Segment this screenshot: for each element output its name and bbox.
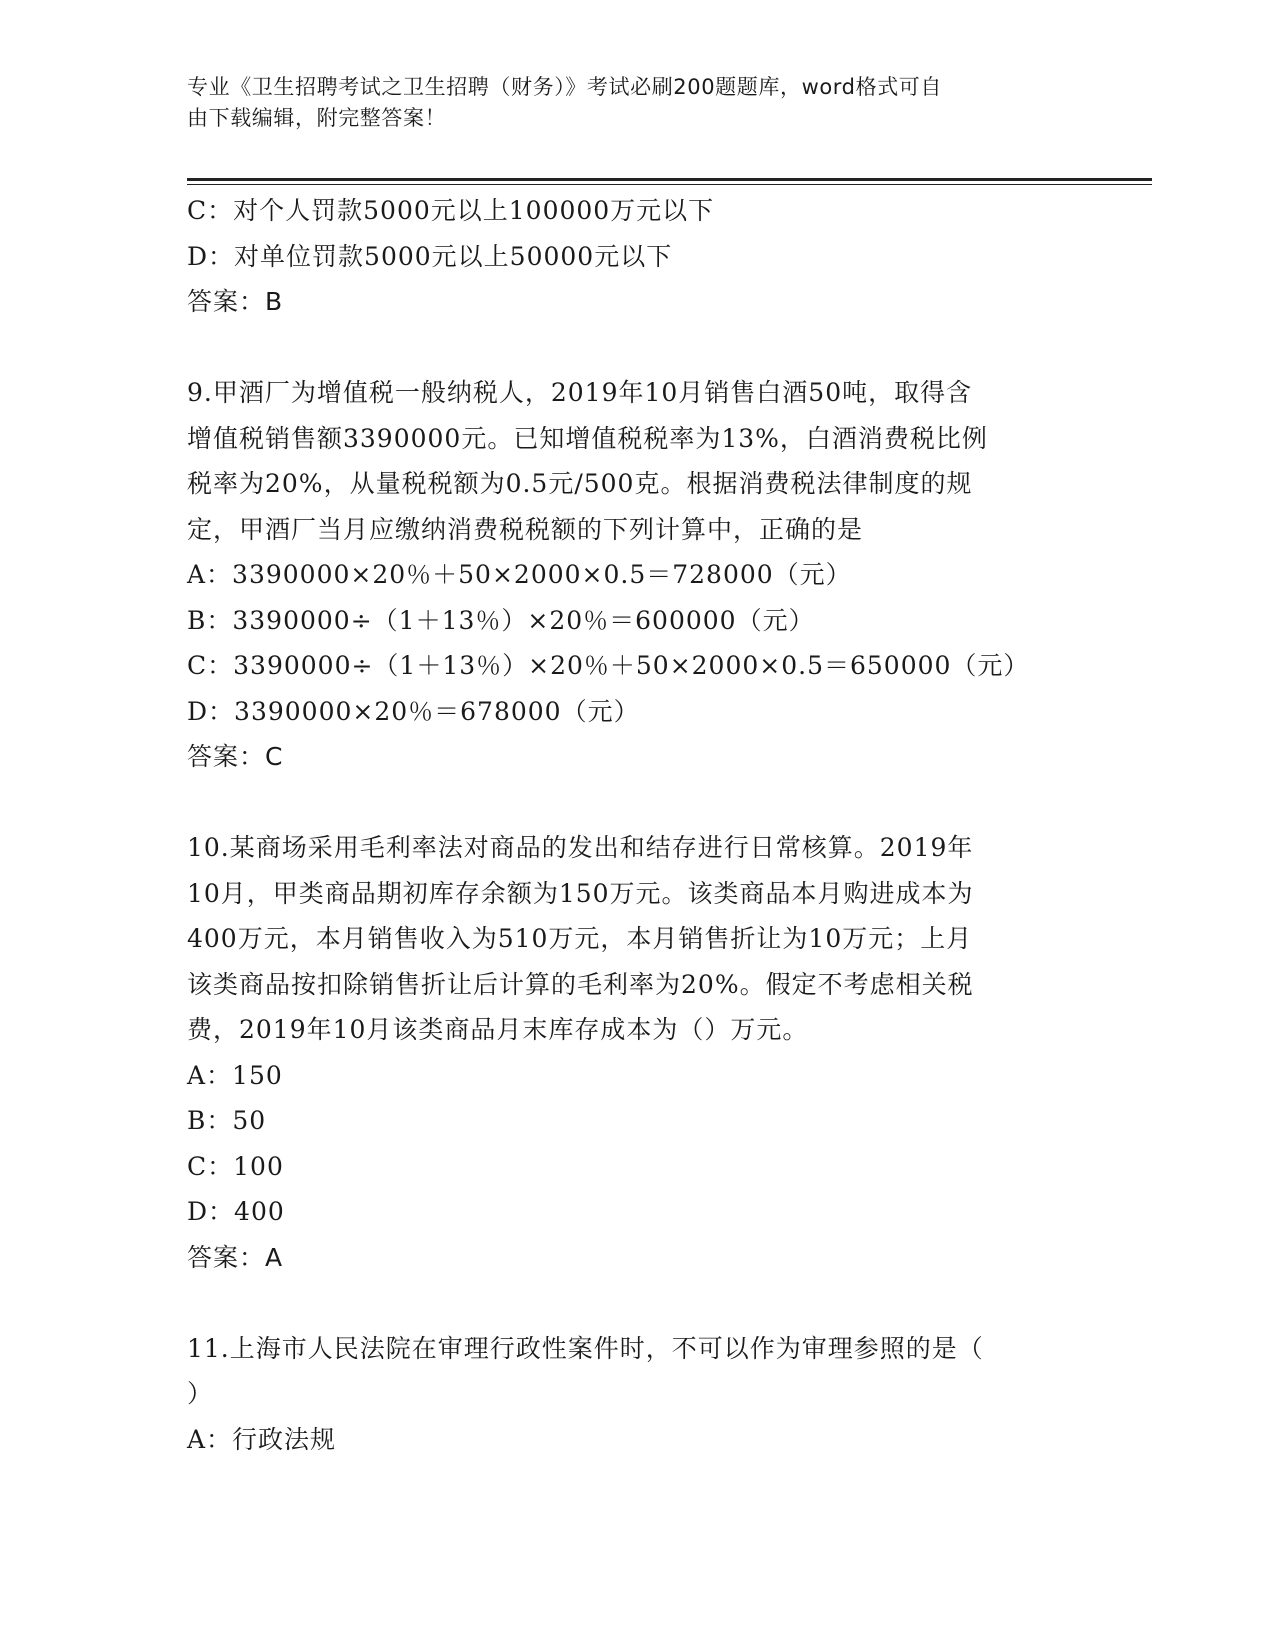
- answer-line: 答案：A: [187, 1242, 284, 1272]
- option-c: C：对个人罚款5000元以上100000万元以下: [187, 196, 715, 225]
- question-stem-line: 定，甲酒厂当月应缴纳消费税税额的下列计算中，正确的是: [187, 514, 864, 544]
- spacer: [187, 1280, 1087, 1326]
- header-line-2: 由下载编辑，附完整答案！: [187, 106, 447, 130]
- question-8-tail: [187, 188, 1087, 325]
- option-a: A：3390000×20％＋50×2000×0.5＝728000（元）: [187, 560, 852, 589]
- question-stem-line: ）: [187, 1379, 214, 1408]
- option-d: D：3390000×20％＝678000（元）: [187, 696, 640, 726]
- header-rule-thin: [187, 184, 1152, 185]
- answer-line: 答案：B: [187, 287, 284, 316]
- option-b: B：3390000÷（1＋13％）×20％＝600000（元）: [187, 605, 815, 635]
- question-stem-line: 税率为20%，从量税税额为0.5元/500克。根据消费税法律制度的规: [187, 469, 973, 498]
- question-stem-line: 400万元，本月销售收入为510万元，本月销售折让为10万元；上月: [187, 924, 973, 953]
- document-body: [187, 188, 1087, 1462]
- option-c: C：3390000÷（1＋13％）×20％＋50×2000×0.5＝650000（元）: [187, 651, 1030, 680]
- option-a: A：行政法规: [187, 1424, 337, 1454]
- question-10: [187, 825, 1087, 1280]
- option-a: A：150: [187, 1060, 283, 1090]
- question-stem-line: 该类商品按扣除销售折让后计算的毛利率为20%。假定不考虑相关税: [187, 969, 974, 999]
- document-header: [187, 72, 1067, 134]
- question-stem-line: 11.上海市人民法院在审理行政性案件时，不可以作为审理参照的是（: [187, 1333, 984, 1363]
- option-b: B：50: [187, 1106, 267, 1135]
- option-c: C：100: [187, 1151, 284, 1181]
- question-11: [187, 1326, 1087, 1463]
- header-line-1: 专业《卫生招聘考试之卫生招聘（财务）》考试必刷200题题库，word格式可自: [187, 75, 942, 99]
- header-rule-thick: [187, 178, 1152, 181]
- option-d: D：400: [187, 1197, 285, 1226]
- question-stem-line: 费，2019年10月该类商品月末库存成本为（）万元。: [187, 1015, 809, 1044]
- question-9: [187, 370, 1087, 780]
- answer-line: 答案：C: [187, 742, 284, 771]
- spacer: [187, 325, 1087, 371]
- option-d: D：对单位罚款5000元以上50000元以下: [187, 241, 673, 271]
- question-stem-line: 10月，甲类商品期初库存余额为150万元。该类商品本月购进成本为: [187, 878, 974, 908]
- question-stem-line: 增值税销售额3390000元。已知增值税税率为13%，白酒消费税比例: [187, 423, 988, 453]
- question-stem-line: 10.某商场采用毛利率法对商品的发出和结存进行日常核算。2019年: [187, 833, 974, 862]
- question-stem-line: 9.甲酒厂为增值税一般纳税人，2019年10月销售白酒50吨，取得含: [187, 378, 973, 407]
- spacer: [187, 780, 1087, 826]
